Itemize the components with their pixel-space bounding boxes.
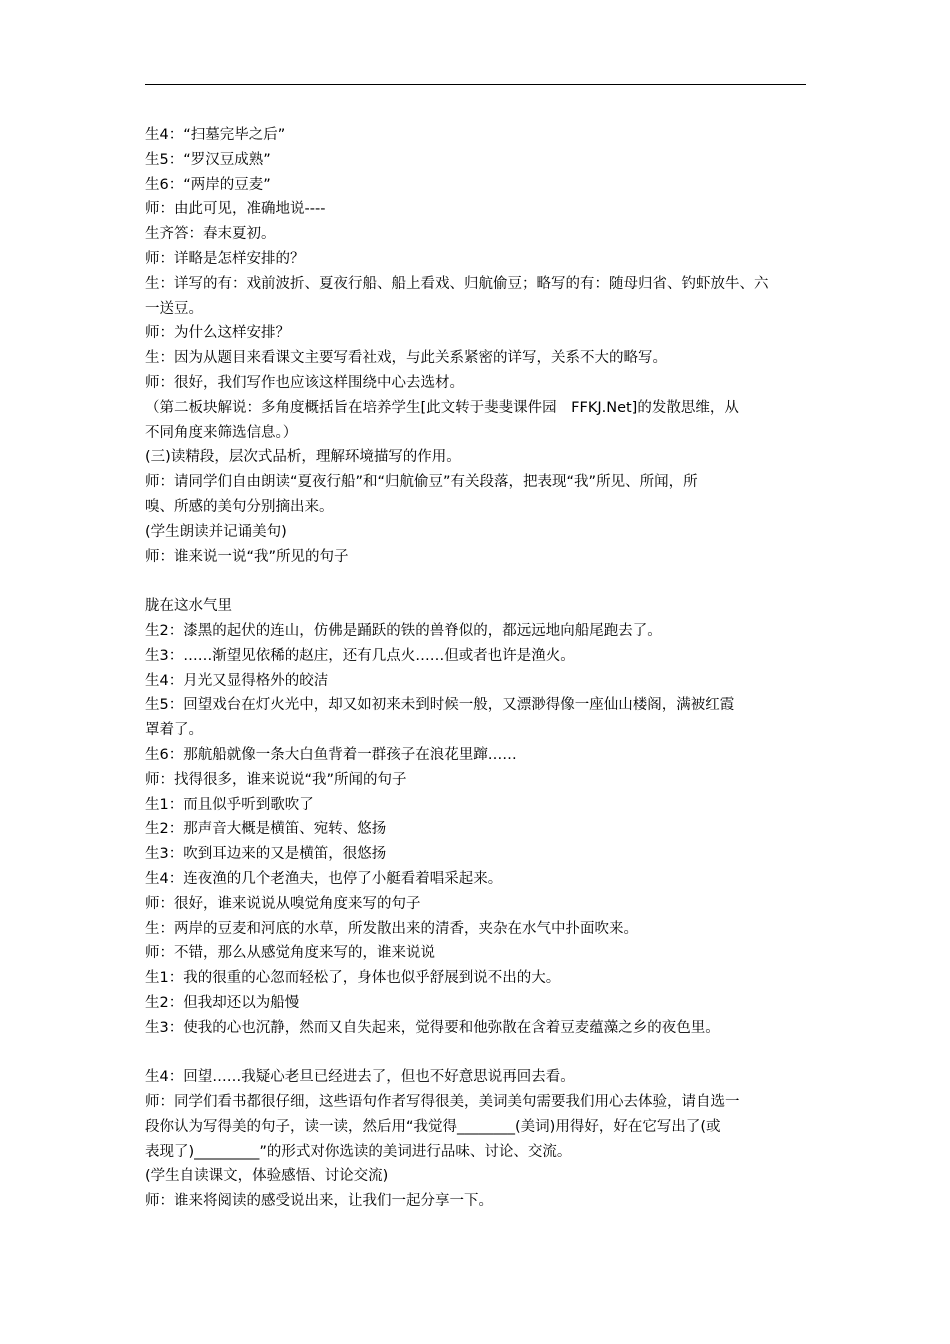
text-line: (学生自读课文，体验感悟、讨论交流) — [145, 1168, 389, 1185]
text-line: 一送豆。 — [145, 300, 203, 317]
text-line: 师：很好，谁来说说从嗅觉角度来写的句子 — [145, 895, 421, 912]
text-line: 生3：使我的心也沉静，然而又自失起来，觉得要和他弥散在含着豆麦蕴藻之乡的夜色里。 — [145, 1019, 720, 1036]
text-line: 生：两岸的豆麦和河底的水草，所发散出来的清香，夹杂在水气中扑面吹来。 — [145, 920, 638, 937]
document-body — [145, 123, 810, 1214]
text-line: 胧在这水气里 — [145, 598, 232, 615]
text-line: 生3：……渐望见依稀的赵庄，还有几点火……但或者也许是渔火。 — [145, 647, 575, 664]
blank-line — [145, 569, 810, 594]
text-line: 师：谁来说一说“我”所见的句子 — [145, 548, 349, 565]
text-line: 生5：回望戏台在灯火光中，却又如初来未到时候一般，又漂渺得像一座仙山楼阁，满被红霞 — [145, 697, 735, 714]
text-line: 生：因为从题目来看课文主要写看社戏，与此关系紧密的详写，关系不大的略写。 — [145, 350, 667, 367]
text-line: 师：为什么这样安排？ — [145, 325, 290, 342]
text-line: 生1：而且似乎听到歌吹了 — [145, 796, 314, 813]
text-line: 生6：“两岸的豆麦” — [145, 176, 271, 193]
text-line: 师：由此可见，准确地说---- — [145, 201, 326, 218]
blank-line — [145, 1040, 810, 1065]
text-line: （第二板块解说：多角度概括旨在培养学生[此文转于斐斐课件园 FFKJ.Net]的发散思维，从 — [145, 399, 739, 416]
text-line: 师：找得很多，谁来说说“我”所闻的句子 — [145, 771, 407, 788]
text-line: 师：请同学们自由朗读“夏夜行船”和“归航偷豆”有关段落，把表现“我”所见、所闻，所 — [145, 474, 698, 491]
text-line: 师：详略是怎样安排的？ — [145, 250, 305, 267]
text-line: 生4：月光又显得格外的皎洁 — [145, 672, 329, 689]
text-line: 生齐答：春末夏初。 — [145, 226, 276, 243]
text-line: 嗅、所感的美句分别摘出来。 — [145, 498, 334, 515]
text-line: (学生朗读并记诵美句) — [145, 523, 287, 540]
text-line: 师：谁来将阅读的感受说出来，让我们一起分享一下。 — [145, 1193, 493, 1210]
text-line: 生2：那声音大概是横笛、宛转、悠扬 — [145, 821, 387, 838]
text-line: 生3：吹到耳边来的又是横笛，很悠扬 — [145, 846, 387, 863]
text-line: 表现了)_________”的形式对你选读的美词进行品味、讨论、交流。 — [145, 1143, 572, 1160]
text-line: 生5：“罗汉豆成熟” — [145, 151, 271, 168]
text-line: 不同角度来筛选信息。） — [145, 424, 298, 441]
text-line: 生：详写的有：戏前波折、夏夜行船、船上看戏、归航偷豆；略写的有：随母归省、钓虾放牛、六 — [145, 275, 769, 292]
header-rule — [145, 84, 806, 85]
text-line: 生4：“扫墓完毕之后” — [145, 127, 286, 143]
text-line: 生2：漆黑的起伏的连山，仿佛是踊跃的铁的兽脊似的，都远远地向船尾跑去了。 — [145, 622, 662, 639]
text-line: 生2：但我却还以为船慢 — [145, 994, 300, 1011]
text-line: 师：不错，那么从感觉角度来写的，谁来说说 — [145, 945, 435, 962]
text-line: (三)读精段，层次式品析，理解环境描写的作用。 — [145, 449, 461, 466]
text-line: 生6：那航船就像一条大白鱼背着一群孩子在浪花里蹿…… — [145, 746, 517, 763]
text-line: 生4：回望……我疑心老旦已经进去了，但也不好意思说再回去看。 — [145, 1069, 575, 1086]
text-line: 段你认为写得美的句子，读一读，然后用“我觉得________(美词)用得好，好在它写出了(或 — [145, 1118, 721, 1135]
text-line: 师：同学们看书都很仔细，这些语句作者写得很美，美词美句需要我们用心去体验，请自选一 — [145, 1094, 740, 1111]
text-line: 生4：连夜渔的几个老渔夫，也停了小艇看着唱采起来。 — [145, 870, 503, 887]
text-line: 罩着了。 — [145, 722, 203, 739]
text-line: 师：很好，我们写作也应该这样围绕中心去选材。 — [145, 374, 464, 391]
text-line: 生1：我的很重的心忽而轻松了，身体也似乎舒展到说不出的大。 — [145, 970, 561, 987]
